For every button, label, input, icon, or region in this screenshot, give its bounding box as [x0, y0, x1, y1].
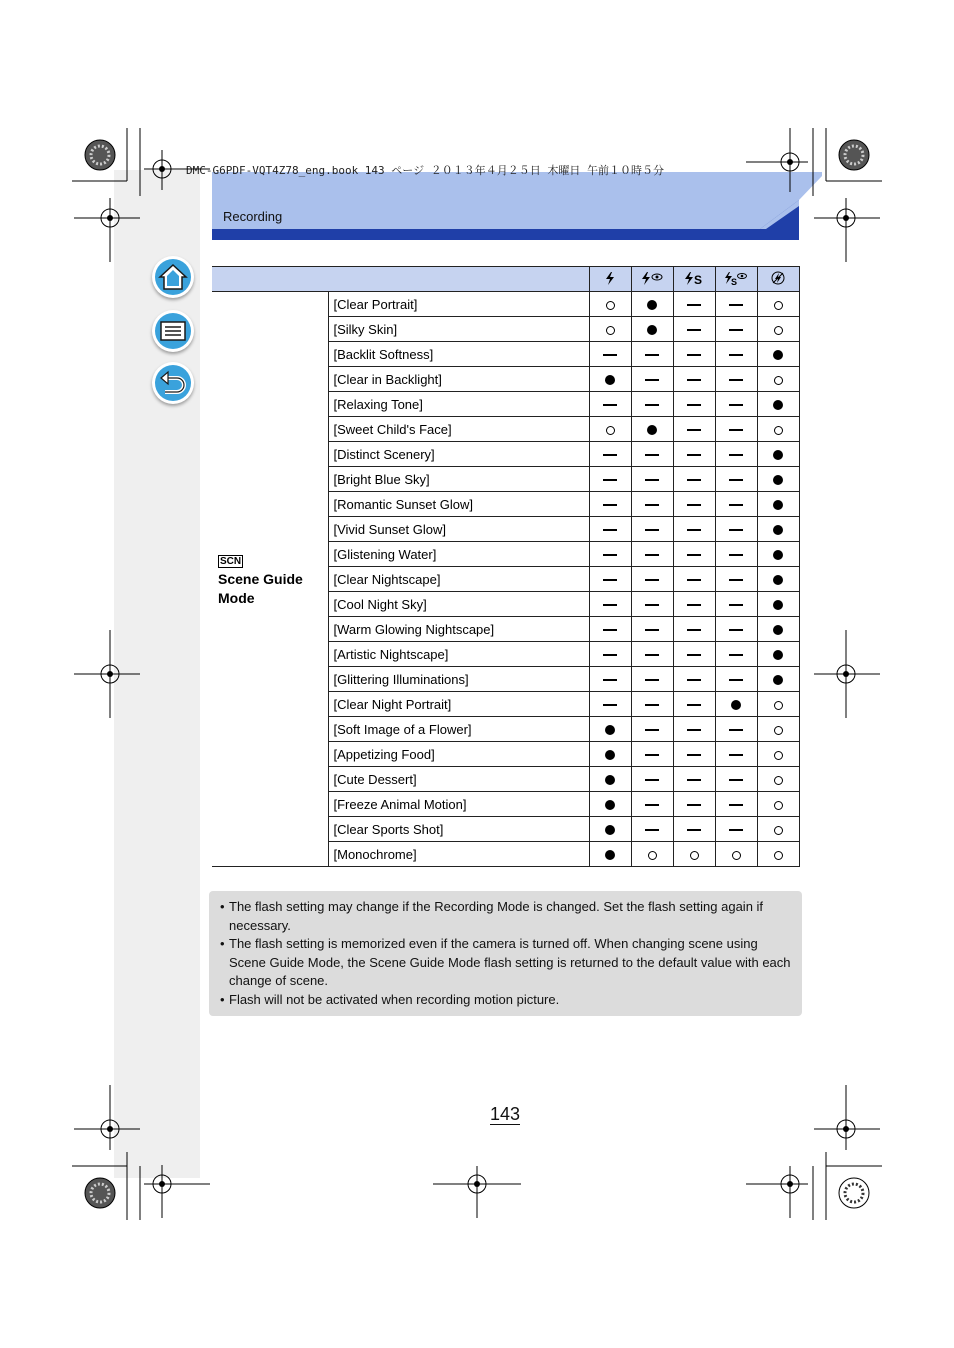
availability-cell: [631, 642, 673, 667]
scene-name: [Glistening Water]: [328, 542, 589, 567]
unavailable-mark: [729, 579, 743, 581]
default-setting-mark: [773, 575, 783, 585]
unavailable-mark: [687, 454, 701, 456]
unavailable-mark: [729, 554, 743, 556]
flash-auto-redeye-icon: [631, 267, 673, 292]
unavailable-mark: [687, 829, 701, 831]
availability-cell: [757, 817, 799, 842]
availability-cell: [757, 492, 799, 517]
availability-cell: [673, 292, 715, 317]
unavailable-mark: [645, 529, 659, 531]
availability-cell: [631, 617, 673, 642]
availability-cell: [631, 592, 673, 617]
unavailable-mark: [603, 504, 617, 506]
availability-cell: [589, 367, 631, 392]
default-setting-mark: [773, 550, 783, 560]
unavailable-mark: [687, 729, 701, 731]
availability-cell: [673, 717, 715, 742]
availability-cell: [757, 742, 799, 767]
default-setting-mark: [773, 650, 783, 660]
unavailable-mark: [687, 629, 701, 631]
unavailable-mark: [729, 629, 743, 631]
default-setting-mark: [773, 450, 783, 460]
default-setting-mark: [605, 800, 615, 810]
availability-cell: [715, 342, 757, 367]
scene-name: [Clear Nightscape]: [328, 567, 589, 592]
unavailable-mark: [729, 429, 743, 431]
flash-slow-sync-icon: [673, 267, 715, 292]
mode-group-cell: [212, 292, 328, 867]
availability-cell: [715, 817, 757, 842]
default-setting-mark: [605, 725, 615, 735]
default-setting-mark: [773, 525, 783, 535]
availability-cell: [715, 392, 757, 417]
availability-cell: [631, 442, 673, 467]
scene-name: [Clear Night Portrait]: [328, 692, 589, 717]
availability-cell: [715, 542, 757, 567]
unavailable-mark: [729, 754, 743, 756]
default-setting-mark: [731, 700, 741, 710]
default-setting-mark: [605, 775, 615, 785]
availability-cell: [631, 792, 673, 817]
availability-cell: [715, 367, 757, 392]
scene-name: [Vivid Sunset Glow]: [328, 517, 589, 542]
availability-cell: [757, 667, 799, 692]
availability-cell: [631, 417, 673, 442]
default-setting-mark: [605, 825, 615, 835]
availability-cell: [673, 742, 715, 767]
unavailable-mark: [729, 479, 743, 481]
scene-name: [Freeze Animal Motion]: [328, 792, 589, 817]
availability-cell: [589, 392, 631, 417]
availability-cell: [673, 342, 715, 367]
available-mark: [774, 751, 783, 760]
unavailable-mark: [687, 329, 701, 331]
unavailable-mark: [729, 679, 743, 681]
default-setting-mark: [647, 425, 657, 435]
svg-text:S: S: [694, 272, 703, 286]
availability-cell: [589, 417, 631, 442]
availability-cell: [757, 692, 799, 717]
availability-cell: [757, 467, 799, 492]
unavailable-mark: [603, 629, 617, 631]
availability-cell: [715, 692, 757, 717]
unavailable-mark: [687, 379, 701, 381]
available-mark: [774, 701, 783, 710]
default-setting-mark: [773, 475, 783, 485]
availability-cell: [631, 392, 673, 417]
availability-cell: [673, 392, 715, 417]
available-mark: [732, 851, 741, 860]
menu-button[interactable]: [152, 310, 194, 352]
scene-name: [Sweet Child's Face]: [328, 417, 589, 442]
unavailable-mark: [603, 654, 617, 656]
availability-cell: [589, 492, 631, 517]
availability-cell: [757, 642, 799, 667]
availability-cell: [757, 367, 799, 392]
availability-cell: [715, 792, 757, 817]
unavailable-mark: [645, 354, 659, 356]
available-mark: [774, 726, 783, 735]
availability-cell: [673, 817, 715, 842]
scene-name: [Romantic Sunset Glow]: [328, 492, 589, 517]
default-setting-mark: [773, 600, 783, 610]
unavailable-mark: [729, 304, 743, 306]
default-setting-mark: [647, 325, 657, 335]
available-mark: [648, 851, 657, 860]
availability-cell: [715, 642, 757, 667]
availability-cell: [673, 367, 715, 392]
available-mark: [690, 851, 699, 860]
unavailable-mark: [687, 804, 701, 806]
unavailable-mark: [603, 454, 617, 456]
unavailable-mark: [687, 579, 701, 581]
unavailable-mark: [603, 479, 617, 481]
unavailable-mark: [687, 654, 701, 656]
flash-slow-sync-redeye-icon: [715, 267, 757, 292]
availability-cell: [631, 667, 673, 692]
unavailable-mark: [603, 554, 617, 556]
unavailable-mark: [729, 354, 743, 356]
table-row: [212, 292, 799, 317]
unavailable-mark: [687, 304, 701, 306]
availability-cell: [715, 592, 757, 617]
availability-cell: [631, 692, 673, 717]
availability-cell: [589, 842, 631, 867]
availability-cell: [673, 792, 715, 817]
mode-group-label: Scene Guide: [218, 571, 303, 587]
availability-cell: [673, 667, 715, 692]
svg-text:S: S: [731, 276, 738, 286]
availability-cell: [631, 842, 673, 867]
scene-name: [Bright Blue Sky]: [328, 467, 589, 492]
scene-name: [Clear Sports Shot]: [328, 817, 589, 842]
availability-cell: [673, 592, 715, 617]
availability-cell: [631, 467, 673, 492]
availability-cell: [757, 292, 799, 317]
back-arrow-icon: [155, 365, 191, 401]
unavailable-mark: [645, 779, 659, 781]
note-item: • Flash will not be activated when recording motion picture.: [220, 991, 792, 1010]
unavailable-mark: [687, 504, 701, 506]
available-mark: [606, 326, 615, 335]
availability-cell: [589, 767, 631, 792]
scene-name: [Distinct Scenery]: [328, 442, 589, 467]
availability-cell: [715, 567, 757, 592]
print-info: DMC-G6PDF-VQT4Z78_eng.book 143 ページ ２０１３年４月２５日 木曜日 午前１０時５分: [186, 164, 664, 177]
availability-cell: [673, 517, 715, 542]
scene-name: [Warm Glowing Nightscape]: [328, 617, 589, 642]
availability-cell: [589, 642, 631, 667]
availability-cell: [589, 467, 631, 492]
back-button[interactable]: [152, 362, 194, 404]
availability-cell: [589, 817, 631, 842]
available-mark: [774, 426, 783, 435]
unavailable-mark: [729, 654, 743, 656]
availability-cell: [631, 517, 673, 542]
availability-cell: [757, 442, 799, 467]
availability-cell: [631, 742, 673, 767]
availability-cell: [757, 842, 799, 867]
availability-cell: [673, 442, 715, 467]
availability-cell: [631, 342, 673, 367]
unavailable-mark: [729, 529, 743, 531]
scn-mode-icon: SCN: [220, 556, 242, 567]
availability-cell: [673, 317, 715, 342]
availability-cell: [673, 642, 715, 667]
scene-name: [Clear in Backlight]: [328, 367, 589, 392]
unavailable-mark: [603, 604, 617, 606]
availability-cell: [631, 567, 673, 592]
availability-cell: [757, 517, 799, 542]
unavailable-mark: [645, 729, 659, 731]
unavailable-mark: [645, 704, 659, 706]
unavailable-mark: [729, 729, 743, 731]
availability-cell: [757, 317, 799, 342]
availability-cell: [631, 492, 673, 517]
unavailable-mark: [603, 704, 617, 706]
unavailable-mark: [645, 679, 659, 681]
availability-cell: [673, 417, 715, 442]
unavailable-mark: [645, 604, 659, 606]
unavailable-mark: [645, 554, 659, 556]
availability-cell: [715, 492, 757, 517]
unavailable-mark: [687, 704, 701, 706]
flash-off-icon: [757, 267, 799, 292]
availability-cell: [757, 717, 799, 742]
unavailable-mark: [645, 404, 659, 406]
unavailable-mark: [603, 354, 617, 356]
availability-cell: [589, 342, 631, 367]
availability-cell: [673, 692, 715, 717]
availability-cell: [757, 417, 799, 442]
availability-cell: [715, 467, 757, 492]
availability-cell: [715, 317, 757, 342]
unavailable-mark: [729, 779, 743, 781]
availability-cell: [715, 292, 757, 317]
unavailable-mark: [687, 429, 701, 431]
available-mark: [774, 376, 783, 385]
unavailable-mark: [645, 754, 659, 756]
available-mark: [774, 326, 783, 335]
availability-cell: [673, 767, 715, 792]
availability-cell: [715, 717, 757, 742]
unavailable-mark: [603, 579, 617, 581]
note-item: • The flash setting is memorized even if the camera is turned off. When changing scene using Scene Guide Mode, the Scene Guide Mode flash setting is returned to the default value with each change of scene.: [220, 935, 792, 991]
page-number: 143: [490, 1104, 521, 1124]
default-setting-mark: [605, 375, 615, 385]
availability-cell: [715, 667, 757, 692]
availability-cell: [673, 492, 715, 517]
available-mark: [606, 426, 615, 435]
scene-name: [Appetizing Food]: [328, 742, 589, 767]
availability-cell: [715, 617, 757, 642]
unavailable-mark: [603, 404, 617, 406]
scene-name: [Cool Night Sky]: [328, 592, 589, 617]
unavailable-mark: [687, 679, 701, 681]
availability-cell: [757, 617, 799, 642]
menu-list-icon: [155, 313, 191, 349]
unavailable-mark: [687, 754, 701, 756]
unavailable-mark: [645, 454, 659, 456]
available-mark: [774, 826, 783, 835]
unavailable-mark: [729, 404, 743, 406]
availability-cell: [589, 567, 631, 592]
availability-cell: [589, 592, 631, 617]
unavailable-mark: [729, 454, 743, 456]
section-title: Recording: [223, 209, 283, 224]
scene-name: [Glittering Illuminations]: [328, 667, 589, 692]
availability-cell: [715, 742, 757, 767]
availability-cell: [757, 567, 799, 592]
availability-cell: [589, 317, 631, 342]
unavailable-mark: [645, 629, 659, 631]
unavailable-mark: [729, 329, 743, 331]
scene-name: [Artistic Nightscape]: [328, 642, 589, 667]
availability-cell: [631, 317, 673, 342]
scene-name: [Soft Image of a Flower]: [328, 717, 589, 742]
availability-cell: [757, 392, 799, 417]
scene-name: [Cute Dessert]: [328, 767, 589, 792]
availability-cell: [589, 742, 631, 767]
default-setting-mark: [773, 625, 783, 635]
default-setting-mark: [773, 500, 783, 510]
available-mark: [774, 801, 783, 810]
unavailable-mark: [729, 804, 743, 806]
availability-cell: [673, 542, 715, 567]
unavailable-mark: [687, 529, 701, 531]
availability-cell: [715, 842, 757, 867]
unavailable-mark: [687, 604, 701, 606]
availability-cell: [631, 767, 673, 792]
unavailable-mark: [645, 829, 659, 831]
default-setting-mark: [773, 350, 783, 360]
availability-cell: [715, 442, 757, 467]
home-button[interactable]: [152, 256, 194, 298]
scene-name: [Silky Skin]: [328, 317, 589, 342]
availability-cell: [757, 767, 799, 792]
availability-cell: [757, 792, 799, 817]
unavailable-mark: [729, 379, 743, 381]
default-setting-mark: [605, 750, 615, 760]
unavailable-mark: [729, 504, 743, 506]
availability-cell: [757, 342, 799, 367]
unavailable-mark: [729, 604, 743, 606]
availability-cell: [715, 517, 757, 542]
scene-name: [Clear Portrait]: [328, 292, 589, 317]
available-mark: [606, 301, 615, 310]
available-mark: [774, 851, 783, 860]
mode-group-label: Mode: [218, 590, 255, 606]
availability-cell: [715, 417, 757, 442]
availability-cell: [673, 617, 715, 642]
note-item: • The flash setting may change if the Recording Mode is changed. Set the flash setting again if necessary.: [220, 898, 792, 935]
unavailable-mark: [603, 679, 617, 681]
availability-cell: [757, 592, 799, 617]
unavailable-mark: [687, 354, 701, 356]
unavailable-mark: [687, 479, 701, 481]
default-setting-mark: [647, 300, 657, 310]
unavailable-mark: [645, 654, 659, 656]
table-header-row: [212, 267, 799, 292]
availability-cell: [589, 717, 631, 742]
availability-cell: [589, 292, 631, 317]
notes-box: [209, 891, 802, 1016]
availability-cell: [631, 292, 673, 317]
unavailable-mark: [645, 579, 659, 581]
scene-name: [Monochrome]: [328, 842, 589, 867]
availability-cell: [631, 542, 673, 567]
available-mark: [774, 301, 783, 310]
unavailable-mark: [645, 804, 659, 806]
availability-cell: [673, 842, 715, 867]
default-setting-mark: [605, 850, 615, 860]
availability-cell: [631, 717, 673, 742]
unavailable-mark: [687, 554, 701, 556]
availability-cell: [589, 667, 631, 692]
availability-cell: [715, 767, 757, 792]
availability-cell: [589, 692, 631, 717]
availability-cell: [589, 542, 631, 567]
available-mark: [774, 776, 783, 785]
unavailable-mark: [687, 779, 701, 781]
availability-cell: [589, 792, 631, 817]
availability-cell: [673, 567, 715, 592]
unavailable-mark: [603, 529, 617, 531]
unavailable-mark: [645, 379, 659, 381]
availability-cell: [589, 442, 631, 467]
availability-cell: [589, 517, 631, 542]
flash-mode-table: [212, 266, 800, 867]
scene-name: [Relaxing Tone]: [328, 392, 589, 417]
home-icon: [155, 259, 191, 295]
default-setting-mark: [773, 675, 783, 685]
flash-auto-icon: [589, 267, 631, 292]
availability-cell: [757, 542, 799, 567]
default-setting-mark: [773, 400, 783, 410]
unavailable-mark: [729, 829, 743, 831]
unavailable-mark: [687, 404, 701, 406]
availability-cell: [631, 817, 673, 842]
availability-cell: [673, 467, 715, 492]
availability-cell: [631, 367, 673, 392]
scene-name: [Backlit Softness]: [328, 342, 589, 367]
unavailable-mark: [645, 504, 659, 506]
availability-cell: [589, 617, 631, 642]
unavailable-mark: [645, 479, 659, 481]
